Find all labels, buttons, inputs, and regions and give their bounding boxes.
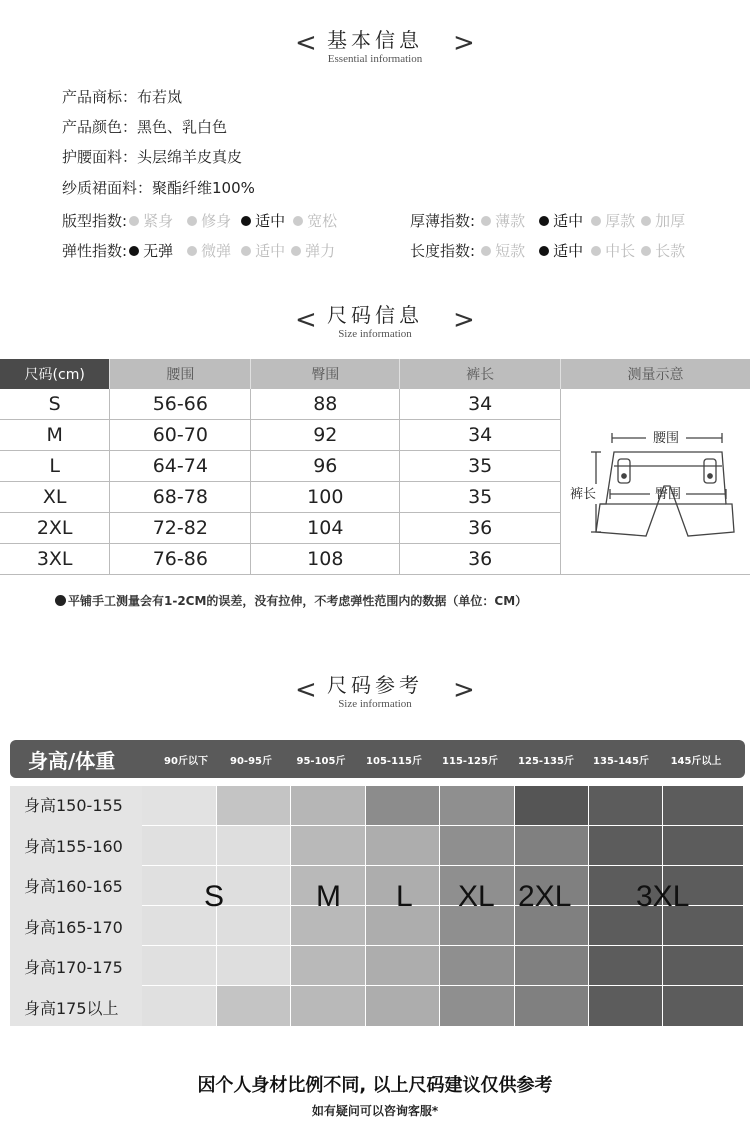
dot-icon xyxy=(481,216,491,226)
thickness-index xyxy=(410,210,685,231)
chevron-left-icon: < xyxy=(295,305,317,335)
fit-option: 宽松 xyxy=(307,212,338,230)
length-index xyxy=(410,240,685,261)
size-cell: XL xyxy=(0,482,110,513)
grid-cell xyxy=(589,786,662,825)
weight-column-header: 105-115斤 xyxy=(366,756,422,767)
hip-cell: 100 xyxy=(251,482,400,513)
measurement-note xyxy=(55,592,527,609)
size-cell: M xyxy=(0,420,110,451)
section-subtitle: Essential information xyxy=(327,53,423,65)
hip-cell: 92 xyxy=(251,420,400,451)
fit-option: 修身 xyxy=(201,212,232,230)
skirt-material-line: 纱质裙面料：聚酯纤维100% xyxy=(62,179,255,197)
grid-cell xyxy=(440,986,514,1026)
dot-icon xyxy=(641,246,651,256)
height-row-label: 身高150-155 xyxy=(10,786,142,826)
waist-cell: 56-66 xyxy=(110,389,251,420)
section-title: 基本信息 xyxy=(327,28,423,52)
size-label-2xl: 2XL xyxy=(518,880,572,913)
elastic-option: 弹力 xyxy=(305,242,336,260)
size-label-xl: XL xyxy=(458,880,495,913)
hip-cell: 88 xyxy=(251,389,400,420)
size-label-m: M xyxy=(316,880,341,913)
grid-cell xyxy=(217,946,290,985)
grid-cell xyxy=(440,946,514,985)
waist-cell: 72-82 xyxy=(110,513,251,544)
weight-column-header: 95-105斤 xyxy=(296,756,346,767)
elastic-index-label: 弹性指数: xyxy=(62,242,128,260)
dot-icon xyxy=(129,246,139,256)
grid-cell xyxy=(142,986,216,1026)
dot-icon xyxy=(241,216,251,226)
grid-cell xyxy=(366,826,439,865)
thickness-option-selected: 适中 xyxy=(553,212,584,230)
thickness-index-label: 厚薄指数: xyxy=(410,212,476,230)
size-cell: 2XL xyxy=(0,513,110,544)
dot-icon xyxy=(591,216,601,226)
length-option: 长款 xyxy=(655,242,686,260)
waist-material-line: 护腰面料：头层绵羊皮真皮 xyxy=(62,148,243,166)
hip-cell: 104 xyxy=(251,513,400,544)
section-subtitle: Size information xyxy=(338,328,412,340)
grid-cell xyxy=(291,986,365,1026)
measurement-note-text: 平铺手工测量会有1-2CM的误差，没有拉伸，不考虑弹性范围内的数据（单位：CM） xyxy=(68,594,528,608)
size-ref-header xyxy=(10,740,745,778)
grid-cell xyxy=(142,826,216,865)
table-row xyxy=(0,389,750,420)
waist-cell: 64-74 xyxy=(110,451,251,482)
column-header: 测量示意 xyxy=(561,359,750,389)
waist-cell: 76-86 xyxy=(110,544,251,575)
column-header: 腰围 xyxy=(110,359,251,389)
height-row-label: 身高160-165 xyxy=(10,866,142,906)
section-header-size xyxy=(0,299,750,340)
dot-icon xyxy=(641,216,651,226)
length-cell: 35 xyxy=(400,451,561,482)
weight-column-header: 145斤以上 xyxy=(670,756,722,767)
thickness-option: 薄款 xyxy=(495,212,526,230)
size-label-l: L xyxy=(396,880,413,913)
grid-cell xyxy=(217,786,290,825)
fit-index xyxy=(62,210,337,231)
elastic-index xyxy=(62,240,335,261)
waist-cell: 68-78 xyxy=(110,482,251,513)
dot-icon xyxy=(481,246,491,256)
chevron-right-icon: > xyxy=(453,305,475,335)
grid-cell xyxy=(217,986,290,1026)
hip-cell: 96 xyxy=(251,451,400,482)
grid-cell xyxy=(515,986,588,1026)
size-ref-header-title: 身高/体重 xyxy=(28,749,116,773)
section-title: 尺码参考 xyxy=(327,673,423,697)
grid-cell xyxy=(515,946,588,985)
grid-cell xyxy=(515,786,588,825)
height-row-label: 身高175以上 xyxy=(10,986,142,1026)
chevron-left-icon: < xyxy=(295,675,317,705)
dot-icon xyxy=(293,216,303,226)
grid-cell xyxy=(366,946,439,985)
length-cell: 34 xyxy=(400,420,561,451)
size-cell: 3XL xyxy=(0,544,110,575)
diagram-waist-label: 腰围 xyxy=(652,431,679,446)
grid-cell xyxy=(217,826,290,865)
size-label-s: S xyxy=(204,880,225,913)
grid-cell xyxy=(142,946,216,985)
length-cell: 36 xyxy=(400,513,561,544)
grid-cell xyxy=(291,946,365,985)
dot-icon xyxy=(129,216,139,226)
dot-icon xyxy=(539,246,549,256)
brand-line: 产品商标：布若岚 xyxy=(62,88,183,106)
color-line: 产品颜色：黑色、乳白色 xyxy=(62,118,228,136)
length-cell: 36 xyxy=(400,544,561,575)
grid-cell xyxy=(440,826,514,865)
weight-column-header: 115-125斤 xyxy=(442,756,498,767)
grid-cell xyxy=(291,786,365,825)
chevron-right-icon: > xyxy=(453,675,475,705)
fit-index-label: 版型指数: xyxy=(62,212,128,230)
grid-cell xyxy=(589,946,662,985)
grid-cell xyxy=(142,786,216,825)
column-header: 臀围 xyxy=(251,359,400,389)
footer-disclaimer: 因个人身材比例不同, 以上尺码建议仅供参考 xyxy=(197,1075,553,1096)
thickness-option: 厚款 xyxy=(605,212,636,230)
grid-cell xyxy=(217,866,290,905)
dot-icon xyxy=(291,246,301,256)
chevron-right-icon: > xyxy=(453,28,475,58)
grid-cell xyxy=(366,786,439,825)
chevron-left-icon: < xyxy=(295,28,317,58)
length-option: 中长 xyxy=(605,242,636,260)
measure-diagram-cell xyxy=(561,389,750,575)
dot-icon xyxy=(187,216,197,226)
size-cell: S xyxy=(0,389,110,420)
dot-icon xyxy=(241,246,251,256)
grid-cell xyxy=(663,786,743,825)
weight-column-header: 135-145斤 xyxy=(593,756,649,767)
elastic-option: 适中 xyxy=(255,242,286,260)
thickness-option: 加厚 xyxy=(655,212,686,230)
grid-cell xyxy=(366,986,439,1026)
fit-option-selected: 适中 xyxy=(255,212,286,230)
grid-cell xyxy=(291,826,365,865)
dot-icon xyxy=(591,246,601,256)
dot-icon xyxy=(187,246,197,256)
hip-cell: 108 xyxy=(251,544,400,575)
length-index-label: 长度指数: xyxy=(410,242,476,260)
length-option: 短款 xyxy=(495,242,526,260)
grid-cell xyxy=(663,946,743,985)
grid-cell xyxy=(440,786,514,825)
size-label-3xl: 3XL xyxy=(636,880,690,913)
length-cell: 34 xyxy=(400,389,561,420)
grid-cell xyxy=(589,826,662,865)
height-row-label: 身高155-160 xyxy=(10,826,142,866)
size-cell: L xyxy=(0,451,110,482)
grid-cell xyxy=(663,826,743,865)
column-header: 裤长 xyxy=(400,359,561,389)
weight-column-header: 90-95斤 xyxy=(230,756,272,767)
diagram-hip-label: 臀围 xyxy=(654,487,681,502)
grid-cell xyxy=(589,986,662,1026)
size-table xyxy=(0,359,750,575)
footer-contact: 如有疑问可以咨询客服* xyxy=(311,1104,439,1118)
elastic-option-selected: 无弹 xyxy=(143,242,174,260)
waist-cell: 60-70 xyxy=(110,420,251,451)
fit-option: 紧身 xyxy=(143,212,174,230)
section-subtitle: Size information xyxy=(338,698,412,710)
table-header-row xyxy=(0,359,750,389)
bullet-icon xyxy=(55,595,66,606)
diagram-length-label: 裤长 xyxy=(569,487,596,502)
length-cell: 35 xyxy=(400,482,561,513)
length-option-selected: 适中 xyxy=(553,242,584,260)
grid-cell xyxy=(515,826,588,865)
section-header-ref xyxy=(0,669,750,710)
column-header: 尺码(cm) xyxy=(0,359,110,389)
weight-column-header: 125-135斤 xyxy=(518,756,574,767)
elastic-option: 微弹 xyxy=(201,242,232,260)
grid-cell xyxy=(217,906,290,945)
height-row-label: 身高170-175 xyxy=(10,946,142,986)
dot-icon xyxy=(539,216,549,226)
section-header-basic xyxy=(0,24,750,65)
section-title: 尺码信息 xyxy=(327,303,423,327)
height-row-label: 身高165-170 xyxy=(10,906,142,946)
grid-cell xyxy=(663,986,743,1026)
shorts-diagram xyxy=(566,404,746,554)
weight-column-header: 90斤以下 xyxy=(164,756,208,767)
